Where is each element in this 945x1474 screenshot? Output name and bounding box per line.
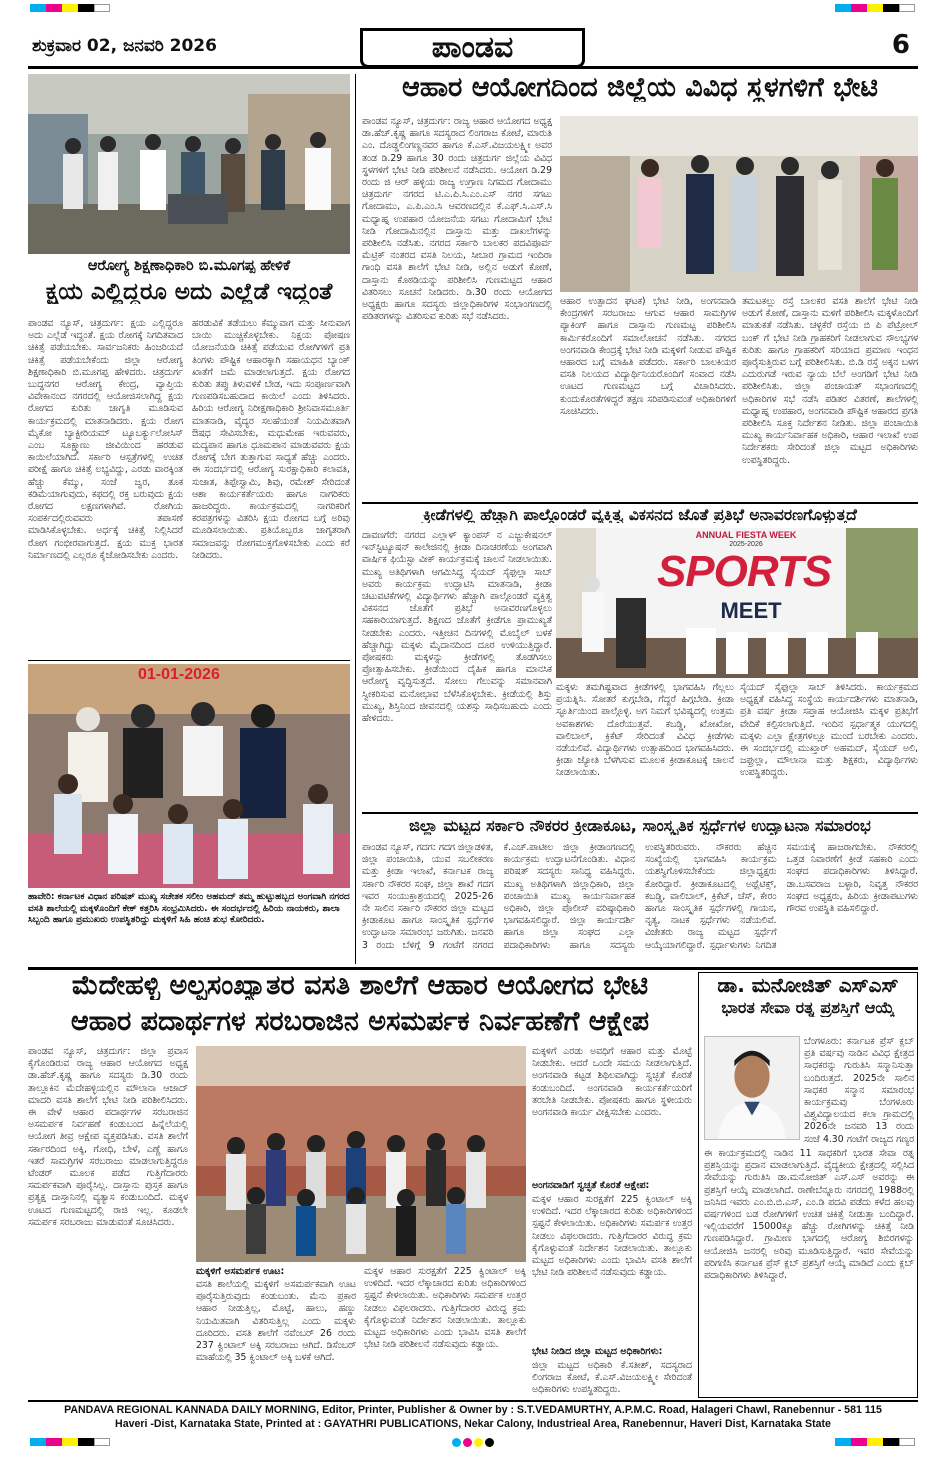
hostel-caption-label: ಮಕ್ಕಳಿಗೆ ಅಸಮರ್ಪಕ ಊಟ:: [196, 1266, 285, 1277]
tb-awareness-photo: [28, 74, 350, 254]
govt-sports-headline: ಜಿಲ್ಲಾ ಮಟ್ಟದ ಸರ್ಕಾರಿ ನೌಕರರ ಕ್ರೀಡಾಕೂಟ, ಸಾಂಸ್ಕೃತಿಕ ಸ್ಪರ್ಧೆಗಳ ಉದ್ಘಾಟನಾ ಸಮಾರಂಭ: [409, 818, 871, 835]
sports-headline: ಕ್ರೀಡೆಗಳಲ್ಲಿ ಹೆಚ್ಚಾಗಿ ಪಾಲ್ಗೊಂಡರೆ ವ್ಯಕ್ತಿತ್ವ ವಿಕಸನದ ಜೊತೆ ಪ್ರತಿಭೆ ಅನಾವರಣಗೊಳ್ಳುತ್ತದೆ: [423, 507, 857, 524]
hostel-caption-body: ವಸತಿ ಶಾಲೆಯಲ್ಲಿ ಮಕ್ಕಳಿಗೆ ಅಸಮರ್ಪಕವಾಗಿ ಊಟ ಪೂರೈಸುತ್ತಿರುವುದು ಕಂಡುಬಂತು. ಮೆನು ಪ್ರಕಾರ ಆಹಾರ ನೀಡುತ್ತಿಲ್ಲ, ಮೊಟ್ಟೆ, ಹಾಲು, ಹಣ್ಣು ನಿಯಮಿತವಾಗಿ ವಿತರಿಸುತ್ತಿಲ್ಲ ಎಂದು ಮಕ್ಕಳು ದೂರಿದರು. ವಸತಿ ಶಾಲೆಗೆ ನವೆಂಬರ್ 26 ರಂದು 237 ಕ್ವಿಂಟಾಲ್ ಅಕ್ಕಿ ಸರಬರಾಜು ಆಗಿದೆ. ಡಿಸೆಂಬರ್ ಮಾಹೆಯಲ್ಲಿ 35 ಕ್ವಿಂಟಾಲ್ ಅಕ್ಕಿ ಬಳಕೆ ಆಗಿದೆ.: [196, 1279, 356, 1364]
tb-body-col1: ಪಾಂಡವ ನ್ಯೂಸ್, ಚಿತ್ರದುರ್ಗ: ಕ್ಷಯ ಎಲ್ಲಿದ್ದರೂ ಅದು ಎಲ್ಲೆಡೆ ಇದ್ದಂತೆ. ಕ್ಷಯ ರೋಗಕ್ಕೆ ನಿಗದಿತವಾದ ಚಿಕಿತ್ಸೆ ಪಡೆಯಬೇಕು. ಸಾರ್ವಜನಿಕರು ಹಿಂಜರಿಯದೆ ಚಿಕಿತ್ಸೆ ಪಡೆಯಬೇಕೆಂದು ಜಿಲ್ಲಾ ಆರೋಗ್ಯ ಶಿಕ್ಷಣಾಧಿಕಾರಿ ಬಿ.ಮೂಗಪ್ಪ ಹೇಳಿದರು. ಚಿತ್ರದುರ್ಗ ಬುದ್ಧನಗರ ಆರೋಗ್ಯ ಕೇಂದ್ರ, ವ್ಯಾಪ್ತಿಯ ವಿವೇಕಾನಂದ ನಗರದಲ್ಲಿ ಆಯೋಜಿಸಲಾಗಿದ್ದ ಕ್ಷಯ ರೋಗದ ಕುರಿತು ಜಾಗೃತಿ ಮೂಡಿಸುವ ಕಾರ್ಯಕ್ರಮದಲ್ಲಿ ಮಾತನಾಡಿದರು. ಕ್ಷಯ ರೋಗ ಮೈಕೋ ಬ್ಯಾಕ್ಟೀರಿಯಮ್ ಟ್ಯೂಬರ್ಕ್ಯುಲೋಸಿಸ್ ಎಂಬ ಸೂಕ್ಷ್ಮಾಣು ಜೀವಿಯಿಂದ ಹರಡುವ ಕಾಯಿಲೆಯಾಗಿದೆ. ಸರ್ಕಾರಿ ಆಸ್ಪತ್ರೆಗಳಲ್ಲಿ ಉಚಿತ ಪರೀಕ್ಷೆ ಹಾಗೂ ಚಿಕಿತ್ಸೆ ಲಭ್ಯವಿದ್ದು, ಎರಡು ವಾರಕ್ಕಿಂತ ಹೆಚ್ಚು ಕೆಮ್ಮು, ಸಂಜೆ ಜ್ವರ, ತೂಕ ಕಡಿಮೆಯಾಗುವುದು, ಕಫದಲ್ಲಿ ರಕ್ತ ಬರುವುದು ಕ್ಷಯ ರೋಗದ ಲಕ್ಷಣಗಳಾಗಿವೆ. ರೋಗಿಯ ಸಂಪರ್ಕದಲ್ಲಿರುವವರು ತಪಾಸಣೆ ಮಾಡಿಸಿಕೊಳ್ಳಬೇಕು. ಅರ್ಧಕ್ಕೆ ಚಿಕಿತ್ಸೆ ನಿಲ್ಲಿಸಿದರೆ ರೋಗ ಗಂಭೀರವಾಗುತ್ತದೆ. ಕ್ಷಯ ಮುಕ್ತ ಭಾರತ ನಿರ್ಮಾಣದಲ್ಲಿ ಎಲ್ಲರೂ ಕೈಜೋಡಿಸಬೇಕು ಎಂದರು.: [28, 318, 183, 561]
kids-cake-photo: [28, 664, 350, 888]
sports-banner-main: SPORTS: [656, 547, 832, 596]
sports-banner-bottom: MEET: [720, 598, 782, 623]
sports-banner-top: ANNUAL FIESTA WEEK: [695, 530, 797, 540]
sports-body-col1: ದಾವಣಗೆರೆ: ನಗರದ ಎಲ್ಲಾಳ್ ಕ್ಯಾಂಪಸ್ ನ ಎಜ್ಜುಕೇಷನಲ್ ಇನ್‌ಸ್ಟಿಟ್ಯೂಷನ್ ಕಾಲೇಜಿನಲ್ಲಿ ಕ್ರೀಡಾ ದಿನಾಚರಣೆಯ ಅಂಗವಾಗಿ ವಾರ್ಷಿಕ ಫಿಯೆಸ್ಟಾ ವೀಕ್ ಕಾರ್ಯಕ್ರಮಕ್ಕೆ ಚಾಲನೆ ನೀಡಲಾಯಿತು. ಮುಖ್ಯ ಅತಿಥಿಗಳಾಗಿ ಆಗಮಿಸಿದ್ದ ಸೈಯದ್ ಸೈಫುಲ್ಲಾ ಸಾಬ್ ಅವರು ಕಾರ್ಯಕ್ರಮ ಉದ್ಘಾಟಿಸಿ ಮಾತನಾಡಿ, ಕ್ರೀಡಾ ಚಟುವಟಿಕೆಗಳಲ್ಲಿ ವಿದ್ಯಾರ್ಥಿಗಳು ಹೆಚ್ಚಾಗಿ ಪಾಲ್ಗೊಂಡರೆ ವ್ಯಕ್ತಿತ್ವ ವಿಕಸನದ ಜೊತೆಗೆ ಪ್ರತಿಭೆ ಅನಾವರಣಗೊಳ್ಳಲು ಸಹಕಾರಿಯಾಗುತ್ತದೆ. ಶಿಕ್ಷಣದ ಜೊತೆಗೆ ಕ್ರೀಡೆಗೂ ಪ್ರಾಮುಖ್ಯತೆ ನೀಡಬೇಕು ಎಂದರು. ಇತ್ತೀಚಿನ ದಿನಗಳಲ್ಲಿ ಮೊಬೈಲ್ ಬಳಕೆ ಹೆಚ್ಚಾಗಿದ್ದು ಮಕ್ಕಳು ಮೈದಾನದಿಂದ ದೂರ ಉಳಿಯುತ್ತಿದ್ದಾರೆ. ಪೋಷಕರು ಮಕ್ಕಳನ್ನು ಕ್ರೀಡೆಗಳಲ್ಲಿ ತೊಡಗಿಸಲು ಪ್ರೋತ್ಸಾಹಿಸಬೇಕು. ಕ್ರೀಡೆಯಿಂದ ದೈಹಿಕ ಹಾಗೂ ಮಾನಸಿಕ ಆರೋಗ್ಯ ವೃದ್ಧಿಸುತ್ತದೆ. ಸೋಲು ಗೆಲುವನ್ನು ಸಮಾನವಾಗಿ ಸ್ವೀಕರಿಸುವ ಮನೋಭಾವ ಬೆಳೆಸಿಕೊಳ್ಳಬೇಕು. ಕ್ರೀಡೆಯಲ್ಲಿ ಶಿಸ್ತು ಮುಖ್ಯ, ಶಿಸ್ತಿನಿಂದ ಜೀವನದಲ್ಲಿ ಯಶಸ್ಸು ಸಾಧಿಸಬಹುದು ಎಂದು ಹೇಳಿದರು.: [362, 530, 552, 725]
registration-mark-center: [450, 1436, 496, 1448]
award-body-col2: ಈ ಕಾರ್ಯಕ್ರಮದಲ್ಲಿ ನಾಡಿನ 11 ಸಾಧಕರಿಗೆ ಭಾರತ ಸೇವಾ ರತ್ನ ಪ್ರಶಸ್ತಿಯನ್ನು ಪ್ರದಾನ ಮಾಡಲಾಗುತ್ತಿದೆ. ವೈದ್ಯಕೀಯ ಕ್ಷೇತ್ರದಲ್ಲಿ ಸಲ್ಲಿಸಿದ ಸೇವೆಯನ್ನು ಗುರುತಿಸಿ ಡಾ.ಮನೋಜಿತ್ ಎಸ್.ಎಸ್ ಅವರನ್ನು ಈ ಪ್ರಶಸ್ತಿಗೆ ಆಯ್ಕೆ ಮಾಡಲಾಗಿದೆ. ರಾಣೇಬೆನ್ನೂರು ನಗರದಲ್ಲಿ 1988ರಲ್ಲಿ ಜನಿಸಿದ ಇವರು ಎಂ.ಬಿ.ಬಿ.ಎಸ್, ಎಂ.ಡಿ ಪದವಿ ಪಡೆದು ಕಳೆದ ಹಲವು ವರ್ಷಗಳಿಂದ ಬಡ ರೋಗಿಗಳಿಗೆ ಉಚಿತ ಚಿಕಿತ್ಸೆ ನೀಡುತ್ತಾ ಬಂದಿದ್ದಾರೆ. ಇಲ್ಲಿಯವರೆಗೆ 15000ಕ್ಕೂ ಹೆಚ್ಚು ರೋಗಿಗಳನ್ನು ಚಿಕಿತ್ಸೆ ನೀಡಿ ಗುಣಪಡಿಸಿದ್ದಾರೆ. ಗ್ರಾಮೀಣ ಭಾಗದಲ್ಲಿ ಆರೋಗ್ಯ ಶಿಬಿರಗಳನ್ನು ಆಯೋಜಿಸಿ ಜನರಲ್ಲಿ ಅರಿವು ಮೂಡಿಸುತ್ತಿದ್ದಾರೆ. ಇವರ ಸೇವೆಯನ್ನು ಪರಿಗಣಿಸಿ ಕರ್ನಾಟಕ ಪ್ರೆಸ್ ಕ್ಲಬ್ ಪ್ರಶಸ್ತಿಗೆ ಆಯ್ಕೆ ಮಾಡಿದೆ ಎಂದು ಕ್ಲಬ್ ಪದಾಧಿಕಾರಿಗಳು ತಿಳಿಸಿದ್ದಾರೆ.: [704, 1148, 914, 1282]
hostel-headline: ಮೆದೇಹಳ್ಳಿ ಅಲ್ಪಸಂಖ್ಯಾತರ ವಸತಿ ಶಾಲೆಗೆ ಆಹಾರ ಆಯೋಗದ ಭೇಟಿ: [71, 972, 649, 1001]
cmyk-bar-top-left: [30, 4, 110, 12]
sports-body-col2: ಮಕ್ಕಳು ತಮಗಿಷ್ಟವಾದ ಕ್ರೀಡೆಗಳಲ್ಲಿ ಭಾಗವಹಿಸಿ ಗೆಲ್ಲಲು ಪ್ರಯತ್ನಿಸಿ. ಸೋತರೆ ಕುಗ್ಗಬೇಡಿ, ಗೆದ್ದರೆ ಹಿಗ್ಗಬೇಡಿ. ಕ್ರೀಡಾ ಸ್ಫೂರ್ತಿಯಿಂದ ಪಾಲ್ಗೊಳ್ಳಿ. ಅಗ ನಿಮಗೆ ಭವಿಷ್ಯದಲ್ಲಿ ಉತ್ತಮ ಅವಕಾಶಗಳು ದೊರೆಯುತ್ತವೆ. ಕಬಡ್ಡಿ, ಖೋಖೋ, ವಾಲಿಬಾಲ್, ಕ್ರಿಕೆಟ್ ಸೇರಿದಂತೆ ವಿವಿಧ ಕ್ರೀಡೆಗಳು ನಡೆಯಲಿವೆ. ವಿದ್ಯಾರ್ಥಿಗಳು ಉತ್ಸಾಹದಿಂದ ಭಾಗವಹಿಸಿದರು. ಕ್ರೀಡಾ ಜ್ಯೋತಿ ಬೆಳಗಿಸುವ ಮೂಲಕ ಕ್ರೀಡಾಕೂಟಕ್ಕೆ ಚಾಲನೆ ನೀಡಲಾಯಿತು.: [556, 682, 734, 779]
food-body-col2: ಆಹಾರ ಉತ್ಪಾದನ ಘಟಕ) ಭೇಟಿ ನೀಡಿ, ಅಂಗನವಾಡಿ ಕೇಂದ್ರಗಳಿಗೆ ಸರಬರಾಜು ಆಗುವ ಆಹಾರ ಸಾಮಗ್ರಿಗಳ ಪ್ಯಾಕಿಂಗ್ ಹಾಗೂ ದಾಸ್ತಾನು ಗುಣಮಟ್ಟ ಪರಿಶೀಲಿಸಿ ಕಾರ್ಮಿಕರೊಂದಿಗೆ ಸಮಾಲೋಚನೆ ನಡೆಸಿತು. ನಗರದ ಅಂಗನವಾಡಿ ಕೇಂದ್ರಕ್ಕೆ ಭೇಟಿ ನೀಡಿ ಮಕ್ಕಳಿಗೆ ನೀಡುವ ಪೌಷ್ಟಿಕ ಆಹಾರದ ಬಗ್ಗೆ ಮಾಹಿತಿ ಪಡೆದರು. ಸರ್ಕಾರಿ ಬಾಲಕಿಯರ ವಸತಿ ನಿಲಯದ ವಿದ್ಯಾರ್ಥಿನಿಯರೊಂದಿಗೆ ಸಂವಾದ ನಡೆಸಿ ಊಟದ ಗುಣಮಟ್ಟದ ಬಗ್ಗೆ ವಿಚಾರಿಸಿದರು. ಕುಂದುಕೊರತೆಗಳಿದ್ದರೆ ತಕ್ಷಣ ಸರಿಪಡಿಸುವಂತೆ ಅಧಿಕಾರಿಗಳಿಗೆ ಸೂಚಿಸಿದರು.: [560, 296, 736, 417]
doctor-portrait-photo: [704, 1036, 800, 1140]
section-rule-govt: [362, 812, 918, 814]
sports-meet-photo: [556, 528, 918, 678]
food-body-col3: ತಮಟಕಲ್ಲು ರಸ್ತೆ ಬಾಲಕರ ವಸತಿ ಶಾಲೆಗೆ ಭೇಟಿ ನೀಡಿ ಅಡುಗೆ ಕೋಣೆ, ದಾಸ್ತಾನು ಮಳಿಗೆ ಪರಿಶೀಲಿಸಿ ಮಕ್ಕಳೊಂದಿಗೆ ಮಾತುಕತೆ ನಡೆಸಿತು. ಚಳ್ಳಕೆರೆ ರಸ್ತೆಯ ಬಿ ಪಿ ಪೆಟ್ರೋಲ್ ಬಂಕ್ ಗೆ ಭೇಟಿ ನೀಡಿ ಗ್ರಾಹಕರಿಗೆ ನೀಡಲಾಗುವ ಸೌಲಭ್ಯಗಳ ಕುರಿತು ಹಾಗೂ ಗ್ರಾಹಕರಿಗೆ ಸರಿಯಾದ ಪ್ರಮಾಣ ಇಂಧನ ಪೂರೈಸುತ್ತಿರುವ ಬಗ್ಗೆ ಪರಿಶೀಲಿಸಿತು. ಬಿ.ಡಿ ರಸ್ತೆ ಅಕ್ಕನ ಬಳಗ ಎದುರುಗಡೆ ಇರುವ ನ್ಯಾಯ ಬೆಲೆ ಅಂಗಡಿಗೆ ಭೇಟಿ ನೀಡಿ ಪರಿಶೀಲಿಸಿತು. ಜಿಲ್ಲಾ ಪಂಚಾಯತ್ ಸಭಾಂಗಣದಲ್ಲಿ ಅಧಿಕಾರಿಗಳ ಸಭೆ ನಡೆಸಿ ಪಡಿತರ ವಿತರಣೆ, ಶಾಲೆಗಳಲ್ಲಿ ಮಧ್ಯಾಹ್ನ ಉಪಹಾರ, ಅಂಗನವಾಡಿ ಪೌಷ್ಟಿಕ ಆಹಾರದ ಪ್ರಗತಿ ಪರಿಶೀಲಿಸಿ ಸೂಕ್ತ ನಿರ್ದೇಶನ ನೀಡಿತು. ಜಿಲ್ಲಾ ಪಂಚಾಯಿತಿ ಮುಖ್ಯ ಕಾರ್ಯನಿರ್ವಾಹಕ ಅಧಿಕಾರಿ, ಆಹಾರ ಇಲಾಖೆ ಉಪ ನಿರ್ದೇಶಕರು ಸೇರಿದಂತೆ ಜಿಲ್ಲಾ ಮಟ್ಟದ ಅಧಿಕಾರಿಗಳು ಉಪಸ್ಥಿತರಿದ್ದರು.: [742, 296, 918, 466]
tb-subheadline: ಆರೋಗ್ಯ ಶಿಕ್ಷಣಾಧಿಕಾರಿ ಬಿ.ಮೂಗಪ್ಪ ಹೇಳಿಕೆ: [87, 258, 291, 274]
cmyk-bar-bottom-left: [30, 1438, 110, 1446]
cmyk-bar-bottom-right: [835, 1438, 915, 1446]
sports-banner-years: 2025-2026: [729, 541, 763, 548]
hostel-body-col2: ಮಕ್ಕಳ ಆಹಾರ ಸುರಕ್ಷತೆಗೆ 225 ಕ್ವಿಂಟಾಲ್ ಅಕ್ಕಿ ಉಳಿದಿದೆ. ಇದರ ಲೆಕ್ಕಾಚಾರದ ಕುರಿತು ಅಧಿಕಾರಿಗಳಿಂದ ಸ್ಪಷ್ಟನೆ ಕೇಳಲಾಯಿತು. ಅಧಿಕಾರಿಗಳು ಸಮರ್ಪಕ ಉತ್ತರ ನೀಡಲು ವಿಫಲರಾದರು. ಗುತ್ತಿಗೆದಾರರ ವಿರುದ್ಧ ಕ್ರಮ ಕೈಗೊಳ್ಳುವಂತೆ ನಿರ್ದೇಶನ ನೀಡಲಾಯಿತು. ತಾಲ್ಲೂಕು ಮಟ್ಟದ ಅಧಿಕಾರಿಗಳು ಎಂದು ಭಾವಿಸಿ ವಸತಿ ಶಾಲೆಗೆ ಭೇಟಿ ನೀಡಿ ಪರಿಶೀಲನೆ ನಡೆಸುವುದು ಕಡ್ಡಾಯ.: [364, 1266, 526, 1351]
section-rule: [362, 502, 918, 504]
award-subheadline: ಭಾರತ ಸೇವಾ ರತ್ನ ಪ್ರಶಸ್ತಿಗೆ ಆಯ್ಕೆ: [721, 1000, 895, 1017]
kids-photo-caption: ಹಾವೇರಿ: ಕರ್ನಾಟಕ ವಿಧಾನ ಪರಿಷತ್ ಮುಖ್ಯ ಸಚೇತಕ ಸಲೀಂ ಅಹಮದ್ ತಮ್ಮ ಹುಟ್ಟುಹಬ್ಬದ ಅಂಗವಾಗಿ ನಗರದ ವಸತಿ ಶಾಲೆಯಲ್ಲಿ ಮಕ್ಕಳೊಂದಿಗೆ ಕೇಕ್ ಕತ್ತರಿಸಿ ಸಂಭ್ರಮಿಸಿದರು. ಈ ಸಂದರ್ಭದಲ್ಲಿ ಹಿರಿಯ ನಾಯಕರು, ಶಾಲಾ ಸಿಬ್ಬಂದಿ ಹಾಗೂ ಪ್ರಮುಖರು ಉಪಸ್ಥಿತರಿದ್ದು ಮಕ್ಕಳಿಗೆ ಸಿಹಿ ಹಂಚಿ ಶುಭ ಕೋರಿದರು.: [28, 892, 350, 925]
sports-body-col3: ಸೈಯದ್ ಸೈಫುಲ್ಲಾ ಸಾಬ್ ತಿಳಿಸಿದರು. ಕಾರ್ಯಕ್ರಮದ ಅಧ್ಯಕ್ಷತೆ ವಹಿಸಿದ್ದ ಸಂಸ್ಥೆಯ ಕಾರ್ಯದರ್ಶಿಗಳು ಮಾತನಾಡಿ, ಪ್ರತಿ ವರ್ಷ ಕ್ರೀಡಾ ಸಪ್ತಾಹ ಆಯೋಜಿಸಿ ಮಕ್ಕಳ ಪ್ರತಿಭೆಗೆ ವೇದಿಕೆ ಕಲ್ಪಿಸಲಾಗುತ್ತಿದೆ. ಇಂದಿನ ಸ್ಪರ್ಧಾತ್ಮಕ ಯುಗದಲ್ಲಿ ಮಕ್ಕಳು ಎಲ್ಲಾ ಕ್ಷೇತ್ರಗಳಲ್ಲೂ ಮುಂದೆ ಬರಬೇಕು ಎಂದರು. ಈ ಸಂದರ್ಭದಲ್ಲಿ ಮುಖ್ತಾರ್ ಅಹಮದ್, ಸೈಯದ್ ಅಲಿ, ಜಫ್ರುಲ್ಲಾ, ಮೌಲಾನಾ ಮತ್ತು ಶಿಕ್ಷಕರು, ವಿದ್ಯಾರ್ಥಿಗಳು ಉಪಸ್ಥಿತರಿದ್ದರು.: [740, 682, 918, 779]
page-number: 6: [891, 30, 910, 60]
cmyk-bar-top-right: [835, 4, 915, 12]
award-headline: ಡಾ. ಮನೋಜಿತ್ ಎಸ್‌ಎಸ್: [717, 975, 899, 996]
tb-headline: ಕ್ಷಯ ಎಲ್ಲಿದ್ದರೂ ಅದು ಎಲ್ಲೆಡೆ ಇದ್ದಂತೆ: [45, 280, 333, 305]
column-rule: [355, 74, 356, 964]
footer-line1: PANDAVA REGIONAL KANNADA DAILY MORNING, Editor, Printer, Publisher & Owner by : S.T.VEDAMURTHY, A.P.M.C. Road, Halageri Chawl, Ranebennur - 581 115: [64, 1404, 882, 1416]
footer-line2: Haveri -Dist, Karnataka State, Printed at : GAYATHRI PUBLICATIONS, Nekar Calony, Industrieal Area, Ranebennur, Haveri Dist, Karnataka State: [115, 1418, 831, 1430]
section-rule-left: [28, 660, 350, 661]
hostel-body-col4: ಮಕ್ಕಳ ಆಹಾರ ಸುರಕ್ಷತೆಗೆ 225 ಕ್ವಿಂಟಾಲ್ ಅಕ್ಕಿ ಉಳಿದಿದೆ. ಇದರ ಲೆಕ್ಕಾಚಾರದ ಕುರಿತು ಅಧಿಕಾರಿಗಳಿಂದ ಸ್ಪಷ್ಟನೆ ಕೇಳಲಾಯಿತು. ಅಧಿಕಾರಿಗಳು ಸಮರ್ಪಕ ಉತ್ತರ ನೀಡಲು ವಿಫಲರಾದರು. ಗುತ್ತಿಗೆದಾರರ ವಿರುದ್ಧ ಕ್ರಮ ಕೈಗೊಳ್ಳುವಂತೆ ನಿರ್ದೇಶನ ನೀಡಲಾಯಿತು. ತಾಲ್ಲೂಕು ಮಟ್ಟದ ಅಧಿಕಾರಿಗಳು ಎಂದು ಭಾವಿಸಿ ವಸತಿ ಶಾಲೆಗೆ ಭೇಟಿ ನೀಡಿ ಪರಿಶೀಲನೆ ನಡೆಸುವುದು ಕಡ್ಡಾಯ.: [532, 1194, 692, 1279]
hostel-subhead-officials: ಭೇಟಿ ನೀಡಿದ ಜಿಲ್ಲಾ ಮಟ್ಟದ ಅಧಿಕಾರಿಗಳು:: [532, 1346, 663, 1357]
food-body-col1: ಪಾಂಡವ ನ್ಯೂಸ್, ಚಿತ್ರದುರ್ಗ: ರಾಜ್ಯ ಆಹಾರ ಆಯೋಗದ ಅಧ್ಯಕ್ಷ ಡಾ.ಹೆಚ್.ಕೃಷ್ಣ ಹಾಗೂ ಸದಸ್ಯರಾದ ಲಿಂಗರಾಜ ಕೋಟೆ, ಮಾರುತಿ ಎಂ. ದೊಡ್ಡಲಿಂಗಣ್ಣನವರ ಹಾಗೂ ಕೆ.ಎಸ್.ವಿಜಯಲಕ್ಷ್ಮೀ ಅವರ ತಂಡ ಡಿ.29 ಹಾಗೂ 30 ರಂದು ಚಿತ್ರದುರ್ಗ ಜಿಲ್ಲೆಯ ವಿವಿಧ ಸ್ಥಳಗಳಿಗೆ ಭೇಟಿ ನೀಡಿ ಪರಿಶೀಲನೆ ನಡೆಸಿದರು. ಆಯೋಗ ಡಿ.29 ರಂದು ಜಿ ಆರ್ ಹಳ್ಳಿಯ ರಾಜ್ಯ ಉಗ್ರಾಣ ನಿಗಮದ ಗೋದಾಮು ಚಿತ್ರದುರ್ಗ ನಗರದ ಟಿ.ಎ.ಪಿ.ಸಿ.ಎಂ.ಎಸ್ ನಗರ ಸಗಟು ಗೋದಾಮು, ಎ.ಪಿ.ಎಂ.ಸಿ ಆವರಣದಲ್ಲಿನ ಕೆ.ಎಫ್.ಸಿ.ಎಸ್.ಸಿ ಮಧ್ಯಾಹ್ನ ಉಪಹಾರ ಯೋಜನೆಯ ಸಗಟು ಗೋದಾಮಿಗೆ ಭೇಟಿ ನೀಡಿ ಗೋದಾಮಿನಲ್ಲಿನ ದಾಸ್ತಾನು ಮತ್ತು ದಾಖಲೆಗಳನ್ನು ಪರಿಶೀಲಿಸಿ ನಡೆಸಿತು. ನಗರದ ಸರ್ಕಾರಿ ಬಾಲಕರ ಪದವಿಪೂರ್ವ ಮೆಟ್ರಿಕ್ ನಂತರದ ವಸತಿ ನಿಲಯ, ಸೀಬಾರ ಗ್ರಾಮದ ಇಂದಿರಾ ಗಾಂಧಿ ವಸತಿ ಶಾಲೆಗೆ ಭೇಟಿ ನೀಡಿ, ಅಲ್ಲಿನ ಅಡುಗೆ ಕೋಣೆ, ದಾಸ್ತಾನು ಕೊಠಡಿಯನ್ನು ಪರಿಶೀಲಿಸಿ ಗುಣಮಟ್ಟದ ಆಹಾರ ವಿತರಿಸಲು ಸೂಚನೆ ನೀಡಿದರು. ಡಿ.30 ರಂದು ಆಯೋಗದ ಅಧ್ಯಕ್ಷರು ಹಾಗೂ ಸದಸ್ಯರು ಜಿಲ್ಲಾಧಿಕಾರಿಗಳ ಸಂಭಾಂಗಣದಲ್ಲಿ ಪಡಿತರಗಳನ್ನು ವಿತರಿಸುವ ಕುರಿತು ಸಭೆ ನಡೆಸಿದರು.: [362, 116, 552, 323]
hostel-subheadline: ಆಹಾರ ಪದಾರ್ಥಗಳ ಸರಬರಾಜಿನ ಅಸಮರ್ಪಕ ನಿರ್ವಹಣೆಗೆ ಆಕ್ಷೇಪ: [70, 1008, 650, 1037]
hostel-body-col3: ಮಕ್ಕಳಿಗೆ ಎರಡು ಅವಧಿಗೆ ಆಹಾರ ಮತ್ತು ಮೊಟ್ಟೆ ನೀಡಬೇಕು. ಆದರೆ ಒಂದೇ ಸಮಯ ನೀಡಲಾಗುತ್ತಿದೆ. ಅಂಗನವಾಡಿ ಕಟ್ಟಡ ಶಿಥಿಲವಾಗಿದ್ದು ಸ್ವಚ್ಛತೆ ಕೊರತೆ ಕಂಡುಬಂದಿದೆ. ಅಂಗನವಾಡಿ ಕಾರ್ಯಕರ್ತೆಯರಿಗೆ ತರಬೇತಿ ನೀಡಬೇಕು. ಪೋಷಕರು ಹಾಗೂ ಸ್ಥಳೀಯರು ಅಂಗನವಾಡಿ ಕಾರ್ಯ ವೀಕ್ಷಿಸಬೇಕು ಎಂದರು.: [532, 1046, 692, 1119]
hostel-body-col5: ಜಿಲ್ಲಾ ಮಟ್ಟದ ಅಧಿಕಾರಿ ಕೆ.ಸತೀಶ್, ಸದಸ್ಯರಾದ ಲಿಂಗರಾಜ ಕೋಟೆ, ಕೆ.ಎಸ್.ವಿಜಯಲಕ್ಷ್ಮೀ ಸೇರಿದಂತೆ ಅಧಿಕಾರಿಗಳು ಉಪಸ್ಥಿತರಿದ್ದರು.: [532, 1360, 692, 1396]
food-commission-headline: ಆಹಾರ ಆಯೋಗದಿಂದ ಜಿಲ್ಲೆಯ ವಿವಿಧ ಸ್ಥಳಗಳಿಗೆ ಭೇಟಿ: [401, 74, 879, 103]
hostel-body-col1: ಪಾಂಡವ ನ್ಯೂಸ್, ಚಿತ್ರದುರ್ಗ: ಜಿಲ್ಲಾ ಪ್ರವಾಸ ಕೈಗೊಂಡಿರುವ ರಾಜ್ಯ ಆಹಾರ ಆಯೋಗದ ಅಧ್ಯಕ್ಷ ಡಾ.ಹೆಚ್.ಕೃಷ್ಣ ಹಾಗೂ ಸದಸ್ಯರು ಡಿ.30 ರಂದು ತಾಲ್ಲೂಕಿನ ಮೆದೇಹಳ್ಳಿಯಲ್ಲಿನ ಮೌಲಾನಾ ಆಜಾದ್ ಮಾದರಿ ವಸತಿ ಶಾಲೆಗೆ ಭೇಟಿ ನೀಡಿ ಪರಿಶೀಲಿಸಿದರು. ಈ ವೇಳೆ ಆಹಾರ ಪದಾರ್ಥಗಳ ಸರಬರಾಜಿನ ಅಸಮರ್ಪಕ ನಿರ್ವಹಣೆ ಕಂಡುಬಂದ ಹಿನ್ನೆಲೆಯಲ್ಲಿ ಆಯೋಗ ತೀವ್ರ ಆಕ್ಷೇಪ ವ್ಯಕ್ತಪಡಿಸಿತು. ವಸತಿ ಶಾಲೆಗೆ ಸರ್ಕಾರದಿಂದ ಅಕ್ಕಿ, ಗೋಧಿ, ಬೇಳೆ, ಎಣ್ಣೆ ಹಾಗೂ ಇತರೆ ಸಾಮಗ್ರಿಗಳ ಸರಬರಾಜು ಮಾಡಲಾಗುತ್ತಿದ್ದರೂ ಟೆಂಡರ್ ಮೂಲಕ ಪಡೆದ ಗುತ್ತಿಗೆದಾರರು ಸಮರ್ಪಕವಾಗಿ ಪೂರೈಸಿಲ್ಲ. ದಾಸ್ತಾನು ಪುಸ್ತಕ ಹಾಗೂ ಪ್ರತ್ಯಕ್ಷ ದಾಸ್ತಾನಿನಲ್ಲಿ ವ್ಯತ್ಯಾಸ ಕಂಡುಬಂದಿದೆ. ಮಕ್ಕಳ ಊಟದ ಗುಣಮಟ್ಟದಲ್ಲಿ ರಾಜಿ ಇಲ್ಲ. ಕೂಡಲೇ ಸಮರ್ಪಕ ಸರಬರಾಜು ಮಾಡುವಂತೆ ಸೂಚಿಸಿದರು.: [28, 1046, 188, 1228]
tb-body-col2: ಹರಡುವಿಕೆ ತಡೆಯಲು ಕೆಮ್ಮುವಾಗ ಮತ್ತು ಸೀನುವಾಗ ಬಾಯಿ ಮುಚ್ಚಿಕೊಳ್ಳಬೇಕು. ನಿಕ್ಷಯ ಪೋಷಣ ಯೋಜನೆಯಡಿ ಚಿಕಿತ್ಸೆ ಪಡೆಯುವ ರೋಗಿಗಳಿಗೆ ಪ್ರತಿ ತಿಂಗಳು ಪೌಷ್ಟಿಕ ಆಹಾರಕ್ಕಾಗಿ ಸಹಾಯಧನ ಬ್ಯಾಂಕ್ ಖಾತೆಗೆ ಜಮೆ ಮಾಡಲಾಗುತ್ತದೆ. ಕ್ಷಯ ರೋಗದ ಕುರಿತು ತಪ್ಪು ತಿಳುವಳಿಕೆ ಬೇಡ, ಇದು ಸಂಪೂರ್ಣವಾಗಿ ಗುಣಪಡಿಸಬಹುದಾದ ಕಾಯಿಲೆ ಎಂದು ತಿಳಿಸಿದರು. ಹಿರಿಯ ಆರೋಗ್ಯ ನಿರೀಕ್ಷಣಾಧಿಕಾರಿ ಶ್ರೀನಿವಾಸಮೂರ್ತಿ ಮಾತನಾಡಿ, ವೈದ್ಯರ ಸಲಹೆಯಂತೆ ನಿಯಮಿತವಾಗಿ ಔಷಧ ಸೇವಿಸಬೇಕು, ಮಧುಮೇಹ ಇರುವವರು, ಮದ್ಯಪಾನ ಹಾಗೂ ಧೂಮಪಾನ ಮಾಡುವವರು ಕ್ಷಯ ರೋಗಕ್ಕೆ ಬೇಗ ತುತ್ತಾಗುವ ಸಾಧ್ಯತೆ ಹೆಚ್ಚು ಎಂದರು. ಈ ಸಂದರ್ಭದಲ್ಲಿ ಆರೋಗ್ಯ ಸುರಕ್ಷಾಧಿಕಾರಿ ಕಲಾವತಿ, ಸುಜಾತ, ತಿಪ್ಪೇಸ್ವಾಮಿ, ಶಿವು, ರಮೇಶ್ ಸೇರಿದಂತೆ ಆಶಾ ಕಾರ್ಯಕರ್ತೆಯರು ಹಾಗೂ ನಾಗರಿಕರು ಹಾಜರಿದ್ದರು. ಕಾರ್ಯಕ್ರಮದಲ್ಲಿ ನಾಗರಿಕರಿಗೆ ಕರಪತ್ರಗಳನ್ನು ವಿತರಿಸಿ ಕ್ಷಯ ರೋಗದ ಬಗ್ಗೆ ಅರಿವು ಮೂಡಿಸಲಾಯಿತು. ಪ್ರತಿಯೊಬ್ಬರೂ ಜಾಗೃತರಾಗಿ ಸಮಾಜವನ್ನು ರೋಗಮುಕ್ತಗೊಳಿಸಬೇಕು ಎಂದು ಕರೆ ನೀಡಿದರು.: [192, 318, 350, 561]
hostel-subhead-anganwadi: ಅಂಗನವಾಡಿಗೆ ಸ್ವಚ್ಛತೆ ಕೊರತೆ ಆಕ್ಷೇಪ:: [532, 1180, 650, 1191]
section-rule-bottom: [28, 967, 918, 970]
issue-date: ಶುಕ್ರವಾರ 02, ಜನವರಿ 2026: [32, 36, 217, 56]
govt-sports-body: ಪಾಂಡವ ನ್ಯೂಸ್, ಗದಗ: ಗದಗ ಜಿಲ್ಲಾಡಳಿತ, ಜಿಲ್ಲಾ ಪಂಚಾಯಿತಿ, ಯುವ ಸಬಲೀಕರಣ ಮತ್ತು ಕ್ರೀಡಾ ಇಲಾಖೆ, ಕರ್ನಾಟಕ ರಾಜ್ಯ ಸರ್ಕಾರಿ ನೌಕರರ ಸಂಘ, ಜಿಲ್ಲಾ ಶಾಖೆ ಗದಗ ಇವರ ಸಂಯುಕ್ತಾಶ್ರಯದಲ್ಲಿ 2025-26 ನೇ ಸಾಲಿನ ಸರ್ಕಾರಿ ನೌಕರರ ಜಿಲ್ಲಾ ಮಟ್ಟದ ಕ್ರೀಡಾಕೂಟ ಹಾಗೂ ಸಾಂಸ್ಕೃತಿಕ ಸ್ಪರ್ಧೆಗಳ ಉದ್ಘಾಟನಾ ಸಮಾರಂಭ ಜರುಗಿತು. ಜನವರಿ 3 ರಂದು ಬೆಳಿಗ್ಗೆ 9 ಗಂಟೆಗೆ ನಗರದ ಕೆ.ಎಚ್.ಪಾಟೀಲ ಜಿಲ್ಲಾ ಕ್ರೀಡಾಂಗಣದಲ್ಲಿ ಕಾರ್ಯಕ್ರಮ ಉದ್ಘಾಟನೆಗೊಂಡಿತು. ವಿಧಾನ ಪರಿಷತ್ ಸದಸ್ಯರು ಸಾನಿಧ್ಯ ವಹಿಸಿದ್ದರು. ಮುಖ್ಯ ಅತಿಥಿಗಳಾಗಿ ಜಿಲ್ಲಾಧಿಕಾರಿ, ಜಿಲ್ಲಾ ಪಂಚಾಯಿತಿ ಮುಖ್ಯ ಕಾರ್ಯನಿರ್ವಾಹಕ ಅಧಿಕಾರಿ, ಜಿಲ್ಲಾ ಪೊಲೀಸ್ ವರಿಷ್ಠಾಧಿಕಾರಿ ಭಾಗವಹಿಸಲಿದ್ದಾರೆ. ಜಿಲ್ಲಾ ಕಾರ್ಯದರ್ಶಿ ಹಾಗೂ ಜಿಲ್ಲಾ ಸಂಘದ ಎಲ್ಲಾ ಪದಾಧಿಕಾರಿಗಳು ಹಾಗೂ ಸದಸ್ಯರು ಉಪಸ್ಥಿತರಿರುವರು. ನೌಕರರು ಹೆಚ್ಚಿನ ಸಂಖ್ಯೆಯಲ್ಲಿ ಭಾಗವಹಿಸಿ ಕಾರ್ಯಕ್ರಮ ಯಶಸ್ವಿಗೊಳಿಸಬೇಕೆಂದು ಜಿಲ್ಲಾಧ್ಯಕ್ಷರು ಕೋರಿದ್ದಾರೆ. ಕ್ರೀಡಾಕೂಟದಲ್ಲಿ ಅಥ್ಲೆಟಿಕ್ಸ್, ಕಬಡ್ಡಿ, ವಾಲಿಬಾಲ್, ಕ್ರಿಕೆಟ್, ಚೆಸ್, ಕೇರಂ ಹಾಗೂ ಸಾಂಸ್ಕೃತಿಕ ಸ್ಪರ್ಧೆಗಳಲ್ಲಿ ಗಾಯನ, ನೃತ್ಯ, ನಾಟಕ ಸ್ಪರ್ಧೆಗಳು ನಡೆಯಲಿವೆ. ವಿಜೇತರು ರಾಜ್ಯ ಮಟ್ಟದ ಸ್ಪರ್ಧೆಗೆ ಆಯ್ಕೆಯಾಗಲಿದ್ದಾರೆ. ಸ್ಪರ್ಧಾಳುಗಳು ನಿಗದಿತ ಸಮಯಕ್ಕೆ ಹಾಜರಾಗಬೇಕು. ನೌಕರರಲ್ಲಿ ಒತ್ತಡ ನಿವಾರಣೆಗೆ ಕ್ರೀಡೆ ಸಹಕಾರಿ ಎಂದು ಸಂಘದ ಪದಾಧಿಕಾರಿಗಳು ತಿಳಿಸಿದ್ದಾರೆ. ಡಾ.ಬಸವರಾಜ ಬಳ್ಳಾರಿ, ನಿವೃತ್ತ ನೌಕರರ ಸಂಘದ ಅಧ್ಯಕ್ಷರು, ಹಿರಿಯ ಕ್ರೀಡಾಪಟುಗಳು ಗೌರವ ಉಪಸ್ಥಿತಿ ವಹಿಸಲಿದ್ದಾರೆ.: [362, 842, 918, 951]
award-dateline: [704, 1024, 912, 1036]
header-rule: [28, 66, 918, 69]
food-commission-photo: [560, 116, 918, 292]
footer-rule: [28, 1400, 918, 1402]
award-body-col1: ಬೆಂಗಳೂರು: ಕರ್ನಾಟಕ ಪ್ರೆಸ್ ಕ್ಲಬ್ ಪ್ರತಿ ವರ್ಷವು ನಾಡಿನ ವಿವಿಧ ಕ್ಷೇತ್ರದ ಸಾಧಕರನ್ನು ಗುರುತಿಸಿ ಸನ್ಮಾನಿಸುತ್ತಾ ಬಂದಿರುತ್ತದೆ. 2025ನೇ ಸಾಲಿನ ಸಾಧಕರ ಸನ್ಮಾನ ಸಮಾರಂಭ ಕಾರ್ಯಕ್ರಮವು ಬೆಂಗಳೂರು ವಿಶ್ವವಿದ್ಯಾಲಯದ ಕಲಾ ಗ್ರಾಮದಲ್ಲಿ 2026ನೇ ಜನವರಿ 13 ರಂದು ಸಂಜೆ 4.30 ಗಂಟೆಗೆ ರಾಜ್ಯದ ಗಣ್ಯರ: [804, 1036, 914, 1145]
hostel-students-photo: [196, 1046, 526, 1262]
masthead: ಪಾಂಡವ: [360, 28, 585, 68]
kids-banner-date: 01-01-2026: [138, 666, 220, 683]
